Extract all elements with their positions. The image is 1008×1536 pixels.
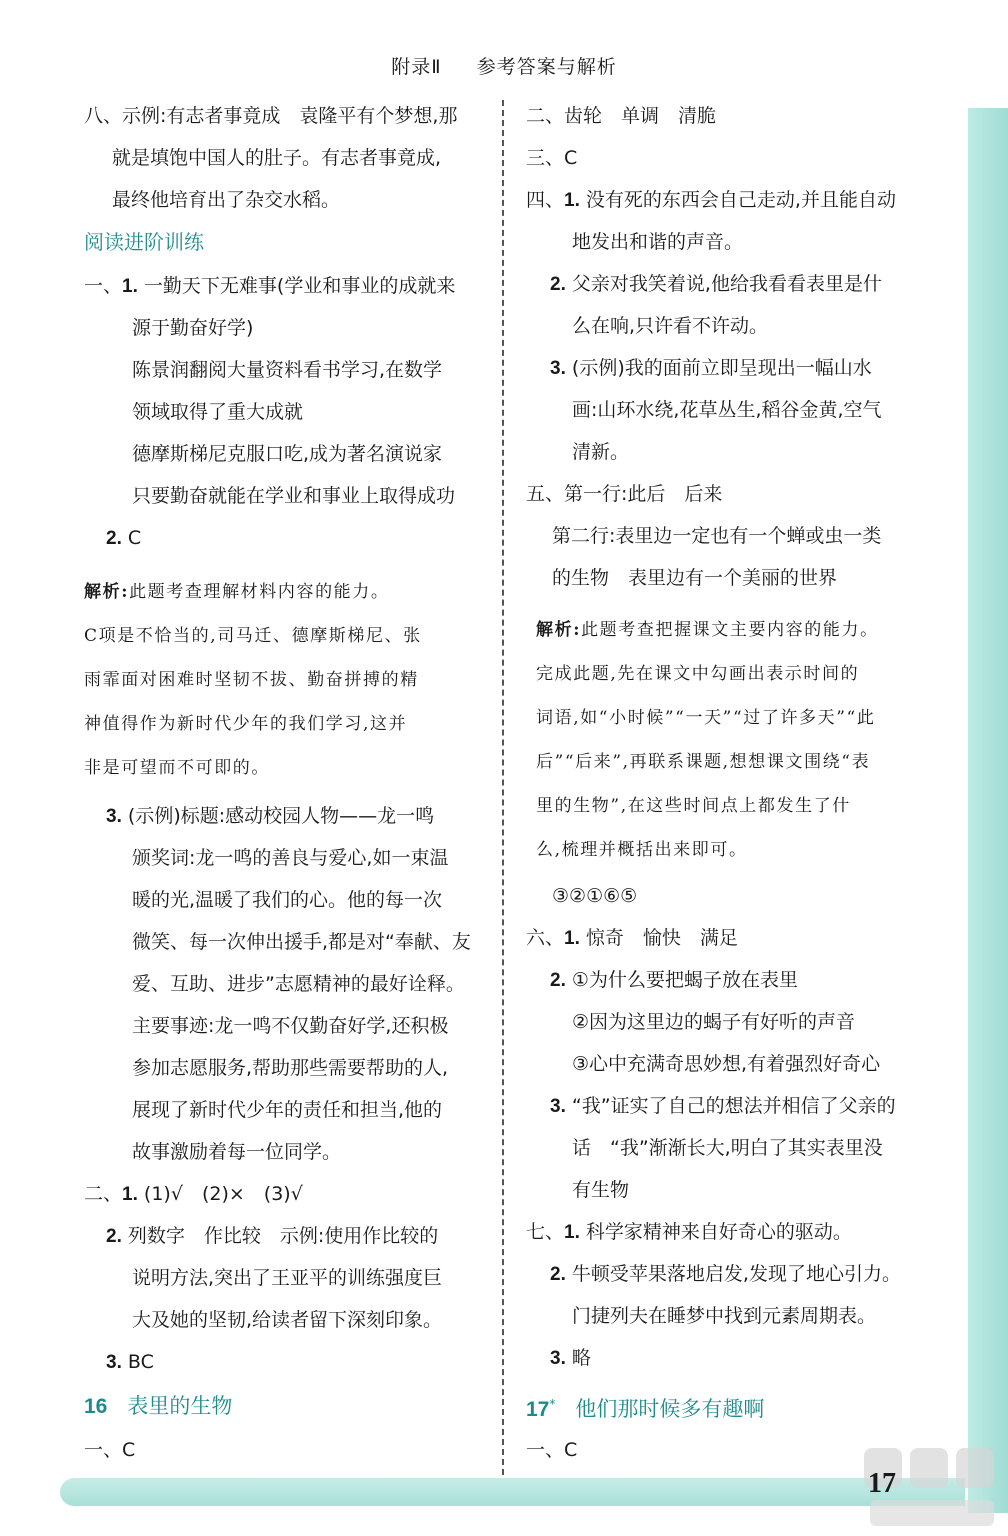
r-s7-q1-answer: 科学家精神来自好奇心的驱动。 xyxy=(585,1221,852,1243)
s1-q1-line4: 领域取得了重大成就 xyxy=(132,401,304,423)
r-s6-q2-text: ①为什么要把蝎子放在表里 xyxy=(571,969,798,991)
analysis2-line6: 么,梳理并概括出来即可。 xyxy=(536,840,748,860)
analysis2-line3: 词语,如“小时候”“一天”“过了许多天”“此 xyxy=(536,708,876,728)
s1-q3-line2: 颁奖词:龙一鸣的善良与爱心,如一束温 xyxy=(132,847,449,869)
analysis2-label: 解析: xyxy=(536,620,582,640)
s1-q3-line8: 展现了新时代少年的责任和担当,他的 xyxy=(132,1099,443,1121)
s8-line1: 八、示例:有志者事竟成 袁隆平有个梦想,那 xyxy=(84,105,458,127)
s8-line3: 最终他培育出了杂交水稻。 xyxy=(112,189,341,211)
r-s4-q3-line2: 画:山环水绕,花草丛生,稻谷金黄,空气 xyxy=(572,399,882,421)
r-s6-q1-number: 1. xyxy=(564,928,580,949)
analysis2-text: 此题考查把握课文主要内容的能力。 xyxy=(581,620,879,640)
r-s4-q1-line2: 地发出和谐的声音。 xyxy=(572,231,744,253)
s1-q1-line1 xyxy=(84,274,455,299)
analysis1-line1 xyxy=(84,580,389,604)
analysis1-line2: C项是不恰当的,司马迁、德摩斯梯尼、张 xyxy=(84,626,422,646)
s1-q1-line3: 陈景润翻阅大量资料看书学习,在数学 xyxy=(132,359,443,381)
r-s6-q3-line1 xyxy=(550,1094,896,1119)
analysis2-line4: 后”“后来”,再联系课题,想想课文围绕“表 xyxy=(536,752,871,772)
appendix-label: 附录Ⅱ xyxy=(391,56,442,78)
lesson16-title: 表里的生物 xyxy=(127,1394,233,1418)
page-header xyxy=(0,52,1008,79)
r-s7-q2-line2: 门捷列夫在睡梦中找到元素周期表。 xyxy=(572,1305,877,1327)
r-s2: 二、齿轮 单调 清脆 xyxy=(526,105,717,127)
r-s4-q1-number: 1. xyxy=(564,190,580,211)
s2-q2-text: 列数字 作比较 示例:使用作比较的 xyxy=(127,1225,439,1247)
r-s6-prefix: 六、 xyxy=(526,927,565,949)
s1-q3-line5: 爱、互助、进步”志愿精神的最好诠释。 xyxy=(132,973,465,995)
r-s4-q3-line3: 清新。 xyxy=(572,441,630,463)
r-s6-q1 xyxy=(526,926,738,951)
r-s4-q2-number: 2. xyxy=(550,274,566,295)
reading-section-title: 阅读进阶训练 xyxy=(84,230,204,254)
lesson16-heading xyxy=(84,1394,232,1419)
s2-q1 xyxy=(84,1182,303,1207)
page-number: 17 xyxy=(868,1468,896,1499)
s2-q1-answer: (1)√ (2)× (3)√ xyxy=(143,1183,303,1205)
lesson17-heading xyxy=(526,1392,764,1422)
analysis1-text: 此题考查理解材料内容的能力。 xyxy=(129,582,390,602)
r-s6-q3-text: “我”证实了自己的想法并相信了父亲的 xyxy=(571,1095,896,1117)
s1-q3-number: 3. xyxy=(106,806,122,827)
r-s7-prefix: 七、 xyxy=(526,1221,565,1243)
s8-line2: 就是填饱中国人的肚子。有志者事竟成, xyxy=(112,147,442,169)
r-s7-q1-number: 1. xyxy=(564,1222,580,1243)
lesson17-title: 他们那时候多有趣啊 xyxy=(575,1397,765,1421)
r-s7-q2-number: 2. xyxy=(550,1264,566,1285)
r-s7-q3-number: 3. xyxy=(550,1348,566,1369)
r-s6-q2-line3: ③心中充满奇思妙想,有着强烈好奇心 xyxy=(572,1053,881,1075)
s2-q2-line3: 大及她的坚韧,给读者留下深刻印象。 xyxy=(132,1309,443,1331)
r-s6-q3-line2: 话 “我”渐渐长大,明白了其实表里没 xyxy=(572,1137,883,1159)
r-s7-q2-line1 xyxy=(550,1262,901,1287)
r-s4-q3-text: (示例)我的面前立即呈现出一幅山水 xyxy=(571,357,872,379)
s1-q1-number: 1. xyxy=(122,276,138,297)
r-s4-q2-text: 父亲对我笑着说,他给我看看表里是什 xyxy=(571,273,882,295)
s2-q2-line1 xyxy=(106,1224,438,1249)
r-s4-q2-line2: 么在响,只许看不许动。 xyxy=(572,315,769,337)
s2-q2-line2: 说明方法,突出了王亚平的训练强度巨 xyxy=(132,1267,443,1289)
r-s5-line3: 的生物 表里边有一个美丽的世界 xyxy=(552,567,838,589)
s1-q1-text: 一勤天下无难事(学业和事业的成就来 xyxy=(143,275,456,297)
r-s6-q2-line2: ②因为这里边的蝎子有好听的声音 xyxy=(572,1011,856,1033)
r-s4-q1-text: 没有死的东西会自己走动,并且能自动 xyxy=(585,189,896,211)
s2-prefix: 二、 xyxy=(84,1183,123,1205)
s2-q3-answer: BC xyxy=(127,1351,154,1373)
analysis1-line3: 雨霏面对困难时坚韧不拔、勤奋拼搏的精 xyxy=(84,670,419,690)
s1-q2 xyxy=(106,526,141,551)
analysis1-label: 解析: xyxy=(84,582,130,602)
s2-q3 xyxy=(106,1350,154,1375)
s1-q3-line9: 故事激励着每一位同学。 xyxy=(132,1141,342,1163)
side-decoration-strip xyxy=(968,108,1008,1513)
r-s4-q3-number: 3. xyxy=(550,358,566,379)
s1-q1-line6: 只要勤奋就能在学业和事业上取得成功 xyxy=(132,485,456,507)
r-s7-q3 xyxy=(550,1346,591,1371)
s1-q2-number: 2. xyxy=(106,528,122,549)
header-title: 参考答案与解析 xyxy=(476,56,617,78)
r-s6-q2-line1 xyxy=(550,968,798,993)
s1-q3-line4: 微笑、每一次伸出援手,都是对“奉献、友 xyxy=(132,931,471,953)
s1-q3-text: (示例)标题:感动校园人物——龙一鸣 xyxy=(127,805,435,827)
s2-q3-number: 3. xyxy=(106,1352,122,1373)
r-s6-q2-number: 2. xyxy=(550,970,566,991)
s1-q3-line7: 参加志愿服务,帮助那些需要帮助的人, xyxy=(132,1057,449,1079)
analysis2-line5: 里的生物”,在这些时间点上都发生了什 xyxy=(536,796,851,816)
analysis2-line1 xyxy=(536,618,879,642)
r-s3: 三、C xyxy=(526,147,578,169)
s1-prefix: 一、 xyxy=(84,275,123,297)
lesson17-star: * xyxy=(549,1397,556,1411)
s2-q1-number: 1. xyxy=(122,1184,138,1205)
column-divider xyxy=(502,100,504,1485)
r-s4-q2-line1 xyxy=(550,272,882,297)
lesson17-number: 17 xyxy=(526,1398,550,1421)
s1-q1-line2: 源于勤奋好学) xyxy=(132,317,254,339)
r-s5-line2: 第二行:表里边一定也有一个蝉或虫一类 xyxy=(552,525,882,547)
r-s5-line1: 五、第一行:此后 后来 xyxy=(526,483,723,505)
r-s7-q3-answer: 略 xyxy=(571,1347,591,1369)
lesson16-number: 16 xyxy=(84,1395,108,1418)
s2-q2-number: 2. xyxy=(106,1226,122,1247)
r-s4-prefix: 四、 xyxy=(526,189,565,211)
analysis1-line4: 神值得作为新时代少年的我们学习,这并 xyxy=(84,714,408,734)
r-s4-q1-line1 xyxy=(526,188,896,213)
r-s6-q1-answer: 惊奇 愉快 满足 xyxy=(585,927,738,949)
lesson17-s1: 一、C xyxy=(526,1439,578,1461)
s1-q1-line5: 德摩斯梯尼克服口吃,成为著名演说家 xyxy=(132,443,443,465)
s1-q3-line1 xyxy=(106,804,434,829)
r-s7-q1 xyxy=(526,1220,852,1245)
lesson16-s1: 一、C xyxy=(84,1439,136,1461)
bottom-decoration-strip xyxy=(60,1478,965,1506)
s1-q3-line3: 暖的光,温暖了我们的心。他的每一次 xyxy=(132,889,443,911)
analysis1-line5: 非是可望而不可即的。 xyxy=(84,758,270,778)
s1-q2-answer: C xyxy=(127,527,142,549)
s1-q3-line6: 主要事迹:龙一鸣不仅勤奋好学,还积极 xyxy=(132,1015,449,1037)
r-s6-q3-line3: 有生物 xyxy=(572,1179,630,1201)
r-s7-q2-text: 牛顿受苹果落地启发,发现了地心引力。 xyxy=(571,1263,901,1285)
r-s6-q3-number: 3. xyxy=(550,1096,566,1117)
r-s4-q3-line1 xyxy=(550,356,872,381)
r-order-answer: ③②①⑥⑤ xyxy=(552,885,638,907)
analysis2-line2: 完成此题,先在课文中勾画出表示时间的 xyxy=(536,664,860,684)
